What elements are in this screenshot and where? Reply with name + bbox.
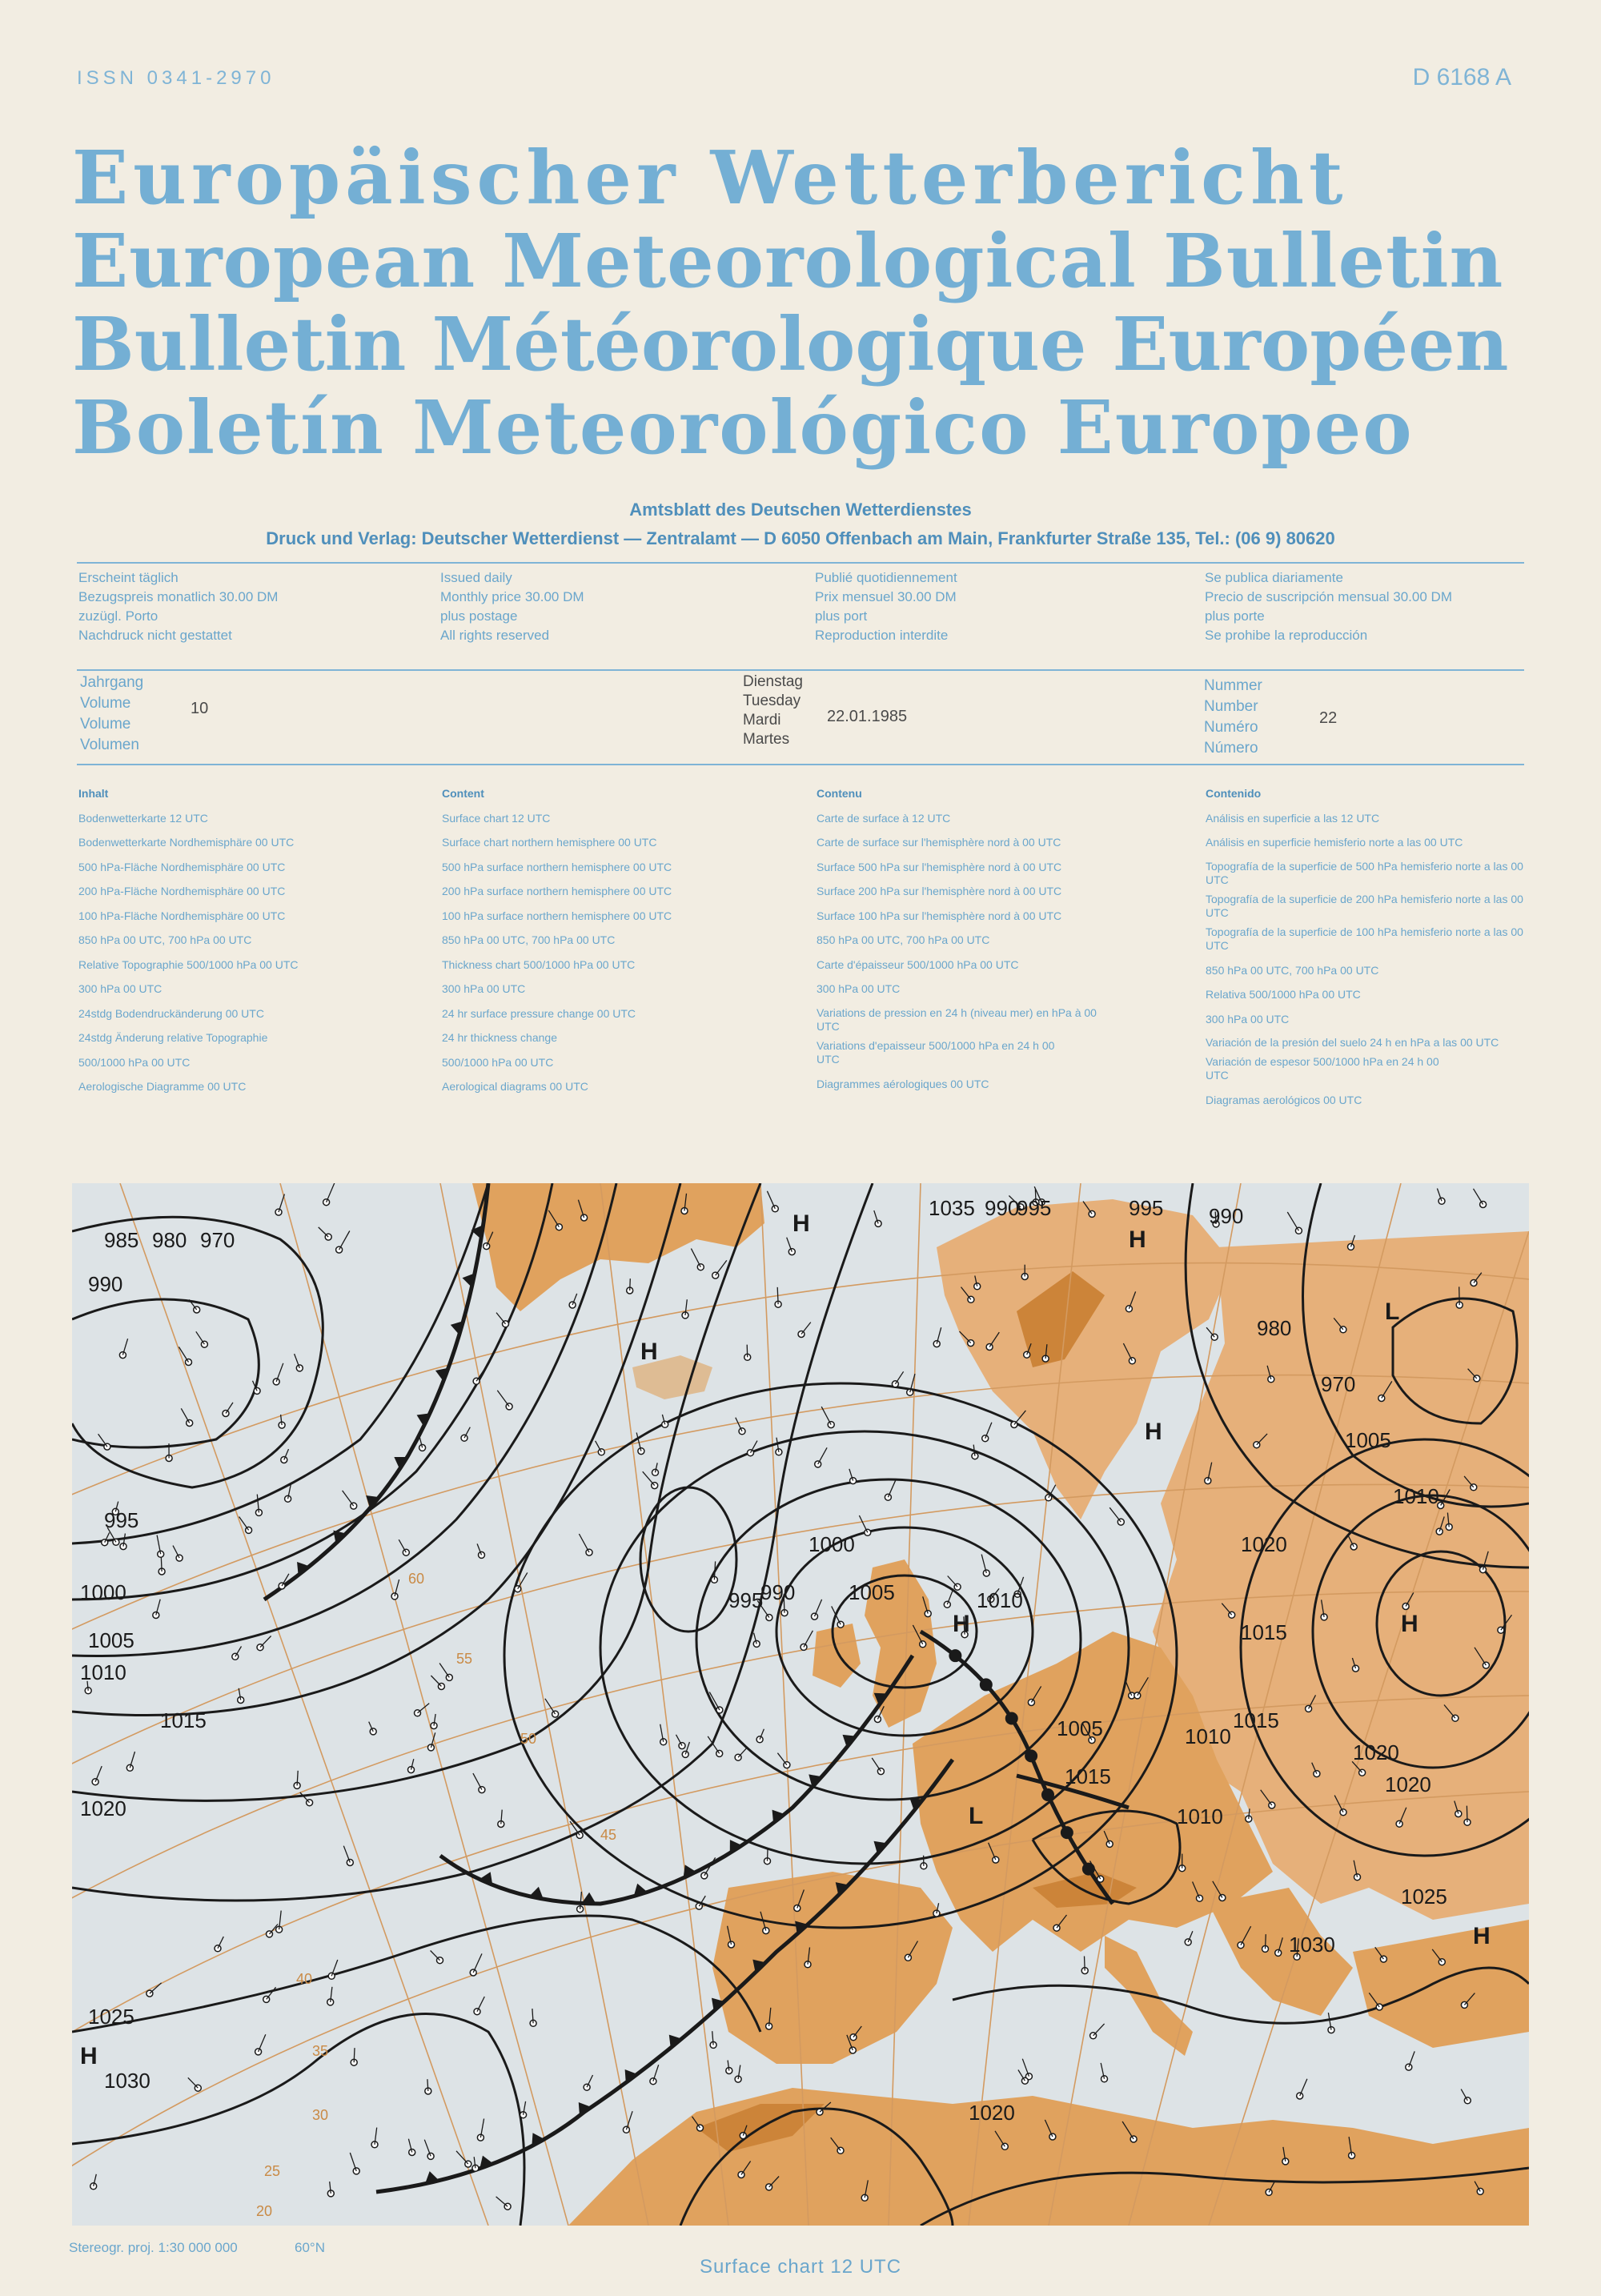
- warm-front-symbol: [949, 1649, 961, 1662]
- warm-front-symbol: [1061, 1826, 1073, 1839]
- publication-code: D 6168 A: [1412, 64, 1511, 90]
- isobar-label: 1020: [969, 2101, 1015, 2125]
- isobar-label: 990: [985, 1196, 1020, 1220]
- title-french: Bulletin Météorologique Européen: [72, 301, 1509, 387]
- isobar-label: 1025: [1401, 1885, 1447, 1909]
- station-marker: [696, 1903, 702, 1909]
- isobar-label: 1010: [1177, 1804, 1223, 1828]
- toc-item: Relativa 500/1000 hPa 00 UTC: [1206, 988, 1361, 1001]
- issue-number: 22: [1319, 709, 1338, 727]
- toc-item: 300 hPa 00 UTC: [442, 982, 526, 995]
- toc-item: 100 hPa surface northern hemisphere 00 UTC: [442, 909, 672, 922]
- divider-top: [77, 562, 1524, 564]
- isobar-label: 990: [1209, 1204, 1244, 1228]
- station-marker: [772, 1206, 778, 1212]
- isobar-label: 1020: [1241, 1532, 1287, 1556]
- station-marker: [90, 2183, 97, 2190]
- station-marker: [763, 1928, 769, 1934]
- isobar-label: 970: [1321, 1372, 1356, 1396]
- toc-item: 850 hPa 00 UTC, 700 hPa 00 UTC: [817, 933, 990, 946]
- station-marker: [254, 1387, 260, 1394]
- toc-item: 100 hPa-Fläche Nordhemisphäre 00 UTC: [78, 909, 286, 922]
- toc-item: Aerological diagrams 00 UTC: [442, 1080, 588, 1093]
- toc-item: Topografía de la superficie de 500 hPa hemisferio norte a las 00 UTC: [1206, 859, 1523, 886]
- isobar-label: 1025: [88, 2005, 134, 2029]
- station-marker: [408, 1767, 415, 1773]
- subscription-fr: Publié quotidiennement Prix mensuel 30.00 DM plus port Reproduction interdite: [815, 570, 957, 643]
- toc-item: Topografía de la superficie de 100 hPa hemisferio norte a las 00 UTC: [1206, 925, 1523, 952]
- station-marker: [815, 1461, 821, 1467]
- map-caption: Surface chart 12 UTC: [699, 2256, 902, 2278]
- toc-item: Surface 200 hPa sur l'hemisphère nord à 00 UTC: [817, 885, 1062, 897]
- toc-item: Surface chart 12 UTC: [442, 811, 551, 825]
- latitude-label: 35: [312, 2043, 329, 2059]
- station-marker: [875, 1220, 881, 1226]
- toc-item: Variations d'epaisseur 500/1000 hPa en 24 h 00 UTC: [817, 1038, 1055, 1066]
- latitude-label: 25: [264, 2163, 281, 2179]
- toc-item: 500 hPa surface northern hemisphere 00 UTC: [442, 860, 672, 873]
- station-marker: [246, 1527, 252, 1533]
- pressure-center-label: H: [1473, 1923, 1491, 1949]
- latitude-label: 50: [520, 1731, 537, 1747]
- official-gazette-line: Amtsblatt des Deutschen Wetterdienstes: [629, 500, 972, 520]
- toc-item: 850 hPa 00 UTC, 700 hPa 00 UTC: [442, 933, 616, 946]
- station-marker: [598, 1449, 604, 1455]
- warm-front-symbol: [1041, 1788, 1054, 1801]
- isobar-label: 985: [104, 1228, 139, 1252]
- toc-item: 24 hr surface pressure change 00 UTC: [442, 1006, 636, 1020]
- station-marker: [1268, 1376, 1274, 1383]
- warm-front-symbol: [1005, 1712, 1018, 1724]
- station-marker: [1295, 1227, 1302, 1234]
- toc-item: Thickness chart 500/1000 hPa 00 UTC: [442, 957, 636, 971]
- toc-item: 24stdg Änderung relative Topographie: [78, 1031, 268, 1044]
- station-marker: [756, 1736, 763, 1743]
- title-spanish: Boletín Meteorológico Europeo: [72, 384, 1414, 471]
- contents-english: Content Surface chart 12 UTC Surface chart northern hemisphere 00 UTC 500 hPa surface northern hemisphere 00 UTC 200 hPa surface northern hemisphere 00 UTC 100 hPa surface northern hemisphere 00 UTC 850 hPa 00 UTC, 700 hPa 00 UTC Thickness chart 500/1000 hPa 00 UTC 300 hPa 00 UTC 24 hr surface pressure change 00 UTC 24 hr thickness change 500/1000 hPa 00 UTC Aerological diagrams 00 UTC: [442, 781, 672, 1099]
- station-marker: [1348, 1243, 1354, 1250]
- latitude-label: 45: [600, 1827, 617, 1843]
- station-marker: [877, 1768, 884, 1775]
- pressure-center-label: H: [953, 1611, 970, 1637]
- pressure-center-label: H: [640, 1339, 658, 1365]
- toc-item: 500/1000 hPa 00 UTC: [442, 1055, 554, 1069]
- isobar-label: 1010: [1393, 1484, 1439, 1508]
- station-marker: [920, 1641, 926, 1648]
- pressure-center-label: H: [1145, 1419, 1162, 1445]
- station-marker: [1406, 2064, 1412, 2070]
- station-marker: [273, 1379, 279, 1385]
- weekday-labels: Dienstag Tuesday Mardi Martes: [743, 673, 803, 748]
- wind-barb: [630, 1278, 631, 1290]
- station-marker: [479, 1551, 485, 1558]
- isobar-label: 1010: [977, 1588, 1023, 1612]
- toc-item: Diagramas aerológicos 00 UTC: [1206, 1094, 1362, 1106]
- wind-barb: [777, 1287, 778, 1304]
- subscription-de: Erscheint täglich Bezugspreis monatlich 30.00 DM zuzügl. Porto Nachdruck nicht gestattet: [78, 570, 279, 643]
- station-marker: [1045, 1495, 1052, 1501]
- latitude-note: 60°N: [295, 2240, 325, 2255]
- surface-weather-map: [72, 1183, 1529, 2226]
- wind-barb: [427, 2079, 428, 2091]
- station-marker: [662, 1421, 668, 1427]
- isobar-label: 970: [200, 1228, 235, 1252]
- isobar-label: 1000: [809, 1532, 855, 1556]
- isobar-label: 1030: [1289, 1933, 1335, 1957]
- station-marker: [740, 2133, 746, 2139]
- toc-item: 500 hPa-Fläche Nordhemisphäre 00 UTC: [78, 860, 286, 873]
- station-marker: [296, 1365, 303, 1371]
- toc-item: Aerologische Diagramme 00 UTC: [78, 1080, 247, 1093]
- contents-spanish: Contenido Análisis en superficie a las 12 UTC Análisis en superficie hemisferio norte a las 00 UTC Topografía de la superficie de 500 hPa hemisferio norte a las 00 UTC Topografía de la superficie de 200 hPa hemisferio norte a las 00 UTC Topografía de la superficie de 100 hPa hemisferio norte a las 00 UTC 850 hPa 00 UTC, 700 hPa 00 UTC Relativa 500/1000 hPa 00 UTC 300 hPa 00 UTC Variación de la presión del suelo 24 h en hPa a las 00 UTC Variación de espesor 500/1000 hPa en 24 h 00 UTC Diagramas aerológicos 00 UTC: [1206, 781, 1526, 1113]
- station-marker: [892, 1381, 898, 1387]
- isobar-label: 995: [1017, 1196, 1052, 1220]
- station-marker: [1089, 1210, 1095, 1217]
- toc-item: Topografía de la superficie de 200 hPa hemisferio norte a las 00 UTC: [1206, 892, 1523, 919]
- toc-item: 200 hPa surface northern hemisphere 00 UTC: [442, 885, 672, 897]
- station-marker: [1438, 1198, 1445, 1204]
- station-marker: [1129, 1358, 1135, 1364]
- publisher-address: Druck und Verlag: Deutscher Wetterdienst — Zentralamt — D 6050 Offenbach am Main, Frankfurter Straße 135, Tel.: (06 9) 80620: [266, 528, 1335, 548]
- wind-barb: [354, 2048, 355, 2062]
- toc-item: Diagrammes aérologiques 00 UTC: [817, 1077, 989, 1090]
- subscription-es: Se publica diariamente Precio de suscripción mensual 30.00 DM plus porte Se prohibe la reproducción: [1205, 570, 1452, 643]
- station-marker: [419, 1444, 426, 1451]
- isobar-label: 1005: [1057, 1716, 1103, 1740]
- toc-item: 200 hPa-Fläche Nordhemisphäre 00 UTC: [78, 885, 286, 897]
- toc-item: Bodenwetterkarte 12 UTC: [78, 811, 208, 825]
- toc-item: 300 hPa 00 UTC: [1206, 1012, 1290, 1026]
- toc-item: Surface 500 hPa sur l'hemisphère nord à 00 UTC: [817, 860, 1062, 873]
- station-marker: [849, 2047, 856, 2053]
- station-marker: [865, 1529, 871, 1535]
- station-marker: [1455, 1811, 1462, 1817]
- isobar-label: 1010: [80, 1660, 126, 1684]
- warm-front-symbol: [980, 1678, 993, 1691]
- isobar-label: 1005: [849, 1580, 895, 1604]
- station-marker: [739, 1428, 745, 1435]
- station-marker: [215, 1945, 221, 1952]
- isobar-label: 1015: [1065, 1764, 1111, 1788]
- title-german: Europäischer Wetterbericht: [72, 134, 1348, 221]
- station-marker: [1483, 1662, 1489, 1668]
- pressure-center-label: L: [1385, 1299, 1400, 1325]
- wind-barb: [1459, 1286, 1460, 1305]
- toc-item: Surface 100 hPa sur l'hemisphère nord à 00 UTC: [817, 909, 1062, 922]
- pressure-center-label: H: [1129, 1226, 1146, 1253]
- pressure-center-label: H: [792, 1210, 810, 1237]
- latitude-label: 30: [312, 2107, 329, 2123]
- station-marker: [126, 1764, 133, 1771]
- warm-front-symbol: [1025, 1749, 1037, 1762]
- station-marker: [905, 1954, 911, 1961]
- isobar-label: 1005: [88, 1628, 134, 1652]
- toc-item: Surface chart northern hemisphere 00 UTC: [442, 836, 657, 849]
- toc-item: 300 hPa 00 UTC: [817, 982, 901, 995]
- isobar-label: 1015: [160, 1708, 207, 1732]
- isobar-label: 1000: [80, 1580, 126, 1604]
- subscription-en: Issued daily Monthly price 30.00 DM plus postage All rights reserved: [440, 570, 584, 643]
- station-marker: [1126, 1306, 1132, 1312]
- isobar-label: 1020: [1353, 1740, 1399, 1764]
- isobar-label: 1020: [1385, 1772, 1431, 1796]
- isobar-label: 990: [760, 1580, 796, 1604]
- isobar-label: 1015: [1241, 1620, 1287, 1644]
- pressure-center-label: L: [969, 1803, 984, 1829]
- station-marker: [232, 1653, 239, 1660]
- warm-front-symbol: [1082, 1863, 1095, 1876]
- isobar-label: 990: [88, 1272, 123, 1296]
- station-marker: [1097, 1876, 1104, 1882]
- toc-item: Carte de surface sur l'hemisphère nord à 00 UTC: [817, 836, 1061, 849]
- pressure-center-label: H: [1401, 1611, 1418, 1637]
- latitude-label: 20: [256, 2203, 273, 2219]
- latitude-label: 40: [296, 1971, 313, 1987]
- isobar-label: 995: [104, 1508, 139, 1532]
- latitude-label: 60: [408, 1571, 425, 1587]
- divider-bottom: [77, 764, 1524, 765]
- isobar-label: 995: [1129, 1196, 1164, 1220]
- isobar-label: 1015: [1233, 1708, 1279, 1732]
- toc-item: 24stdg Bodendruckänderung 00 UTC: [78, 1006, 264, 1020]
- toc-item: Variations de pression en 24 h (niveau mer) en hPa à 00 UTC: [817, 1006, 1097, 1033]
- toc-item: 850 hPa 00 UTC, 700 hPa 00 UTC: [1206, 963, 1379, 977]
- pressure-center-label: H: [80, 2043, 98, 2069]
- isobar-label: 1035: [929, 1196, 975, 1220]
- toc-item: 24 hr thickness change: [442, 1031, 557, 1044]
- toc-item: Variación de la presión del suelo 24 h en hPa a las 00 UTC: [1206, 1036, 1499, 1049]
- toc-item: Análisis en superficie hemisferio norte a las 00 UTC: [1206, 836, 1463, 849]
- station-marker: [552, 1711, 559, 1717]
- station-marker: [328, 1973, 335, 1979]
- isobar-label: 1010: [1185, 1724, 1231, 1748]
- issue-date: 22.01.1985: [827, 708, 908, 725]
- station-marker: [479, 1787, 485, 1793]
- toc-item: Carte d'épaisseur 500/1000 hPa 00 UTC: [817, 957, 1019, 971]
- volume-labels: Jahrgang Volume Volume Volumen: [80, 674, 144, 753]
- toc-item: Relative Topographie 500/1000 hPa 00 UTC: [78, 957, 299, 971]
- issn-label: ISSN 0341-2970: [77, 67, 275, 89]
- isobar-label: 1020: [80, 1796, 126, 1820]
- volume-value: 10: [191, 700, 209, 717]
- station-marker: [1314, 1771, 1320, 1777]
- wind-barb: [747, 1345, 748, 1358]
- isobar-label: 1030: [104, 2069, 150, 2093]
- toc-item: Carte de surface à 12 UTC: [817, 811, 951, 825]
- contents-german: Inhalt Bodenwetterkarte 12 UTC Bodenwetterkarte Nordhemisphäre 00 UTC 500 hPa-Fläche Nordhemisphäre 00 UTC 200 hPa-Fläche Nordhemisphäre 00 UTC 100 hPa-Fläche Nordhemisphäre 00 UTC 850 hPa 00 UTC, 700 hPa 00 UTC Relative Topographie 500/1000 hPa 00 UTC 300 hPa 00 UTC 24stdg Bodendruckänderung 00 UTC 24stdg Änderung relative Topographie 500/1000 hPa 00 UTC Aerologische Diagramme 00 UTC: [78, 781, 298, 1099]
- divider-mid: [77, 669, 1524, 671]
- station-marker: [679, 1743, 685, 1749]
- toc-item: Análisis en superficie a las 12 UTC: [1206, 811, 1380, 825]
- number-labels: Nummer Number Numéro Número: [1204, 677, 1262, 757]
- station-marker: [993, 1856, 999, 1863]
- isobar-label: 980: [1257, 1316, 1292, 1340]
- contents-french: Contenu Carte de surface à 12 UTC Carte de surface sur l'hemisphère nord à 00 UTC Surface 500 hPa sur l'hemisphère nord à 00 UTC Surface 200 hPa sur l'hemisphère nord à 00 UTC Surface 100 hPa sur l'hemisphère nord à 00 UTC 850 hPa 00 UTC, 700 hPa 00 UTC Carte d'épaisseur 500/1000 hPa 00 UTC 300 hPa 00 UTC Variations de pression en 24 h (niveau mer) en hPa à 00 UTC Variations d'epaisseur 500/1000 hPa en 24 h 00 UTC Diagrammes aérologiques 00 UTC: [817, 781, 1121, 1096]
- toc-item: Variación de espesor 500/1000 hPa en 24 h 00 UTC: [1206, 1055, 1439, 1082]
- projection-note: Stereogr. proj. 1:30 000 000: [69, 2240, 238, 2255]
- isobar-label: 1005: [1345, 1428, 1391, 1452]
- toc-item: 300 hPa 00 UTC: [78, 982, 163, 995]
- toc-item: 500/1000 hPa 00 UTC: [78, 1055, 191, 1069]
- toc-item: 850 hPa 00 UTC, 700 hPa 00 UTC: [78, 933, 252, 946]
- isobar-label: 995: [728, 1588, 764, 1612]
- isobar-label: 980: [152, 1228, 187, 1252]
- title-english: European Meteorological Bulletin: [72, 218, 1504, 304]
- station-marker: [1353, 1665, 1359, 1672]
- latitude-label: 55: [456, 1651, 473, 1667]
- toc-item: Bodenwetterkarte Nordhemisphäre 00 UTC: [78, 836, 295, 849]
- station-marker: [113, 1539, 119, 1545]
- station-marker: [473, 1378, 479, 1384]
